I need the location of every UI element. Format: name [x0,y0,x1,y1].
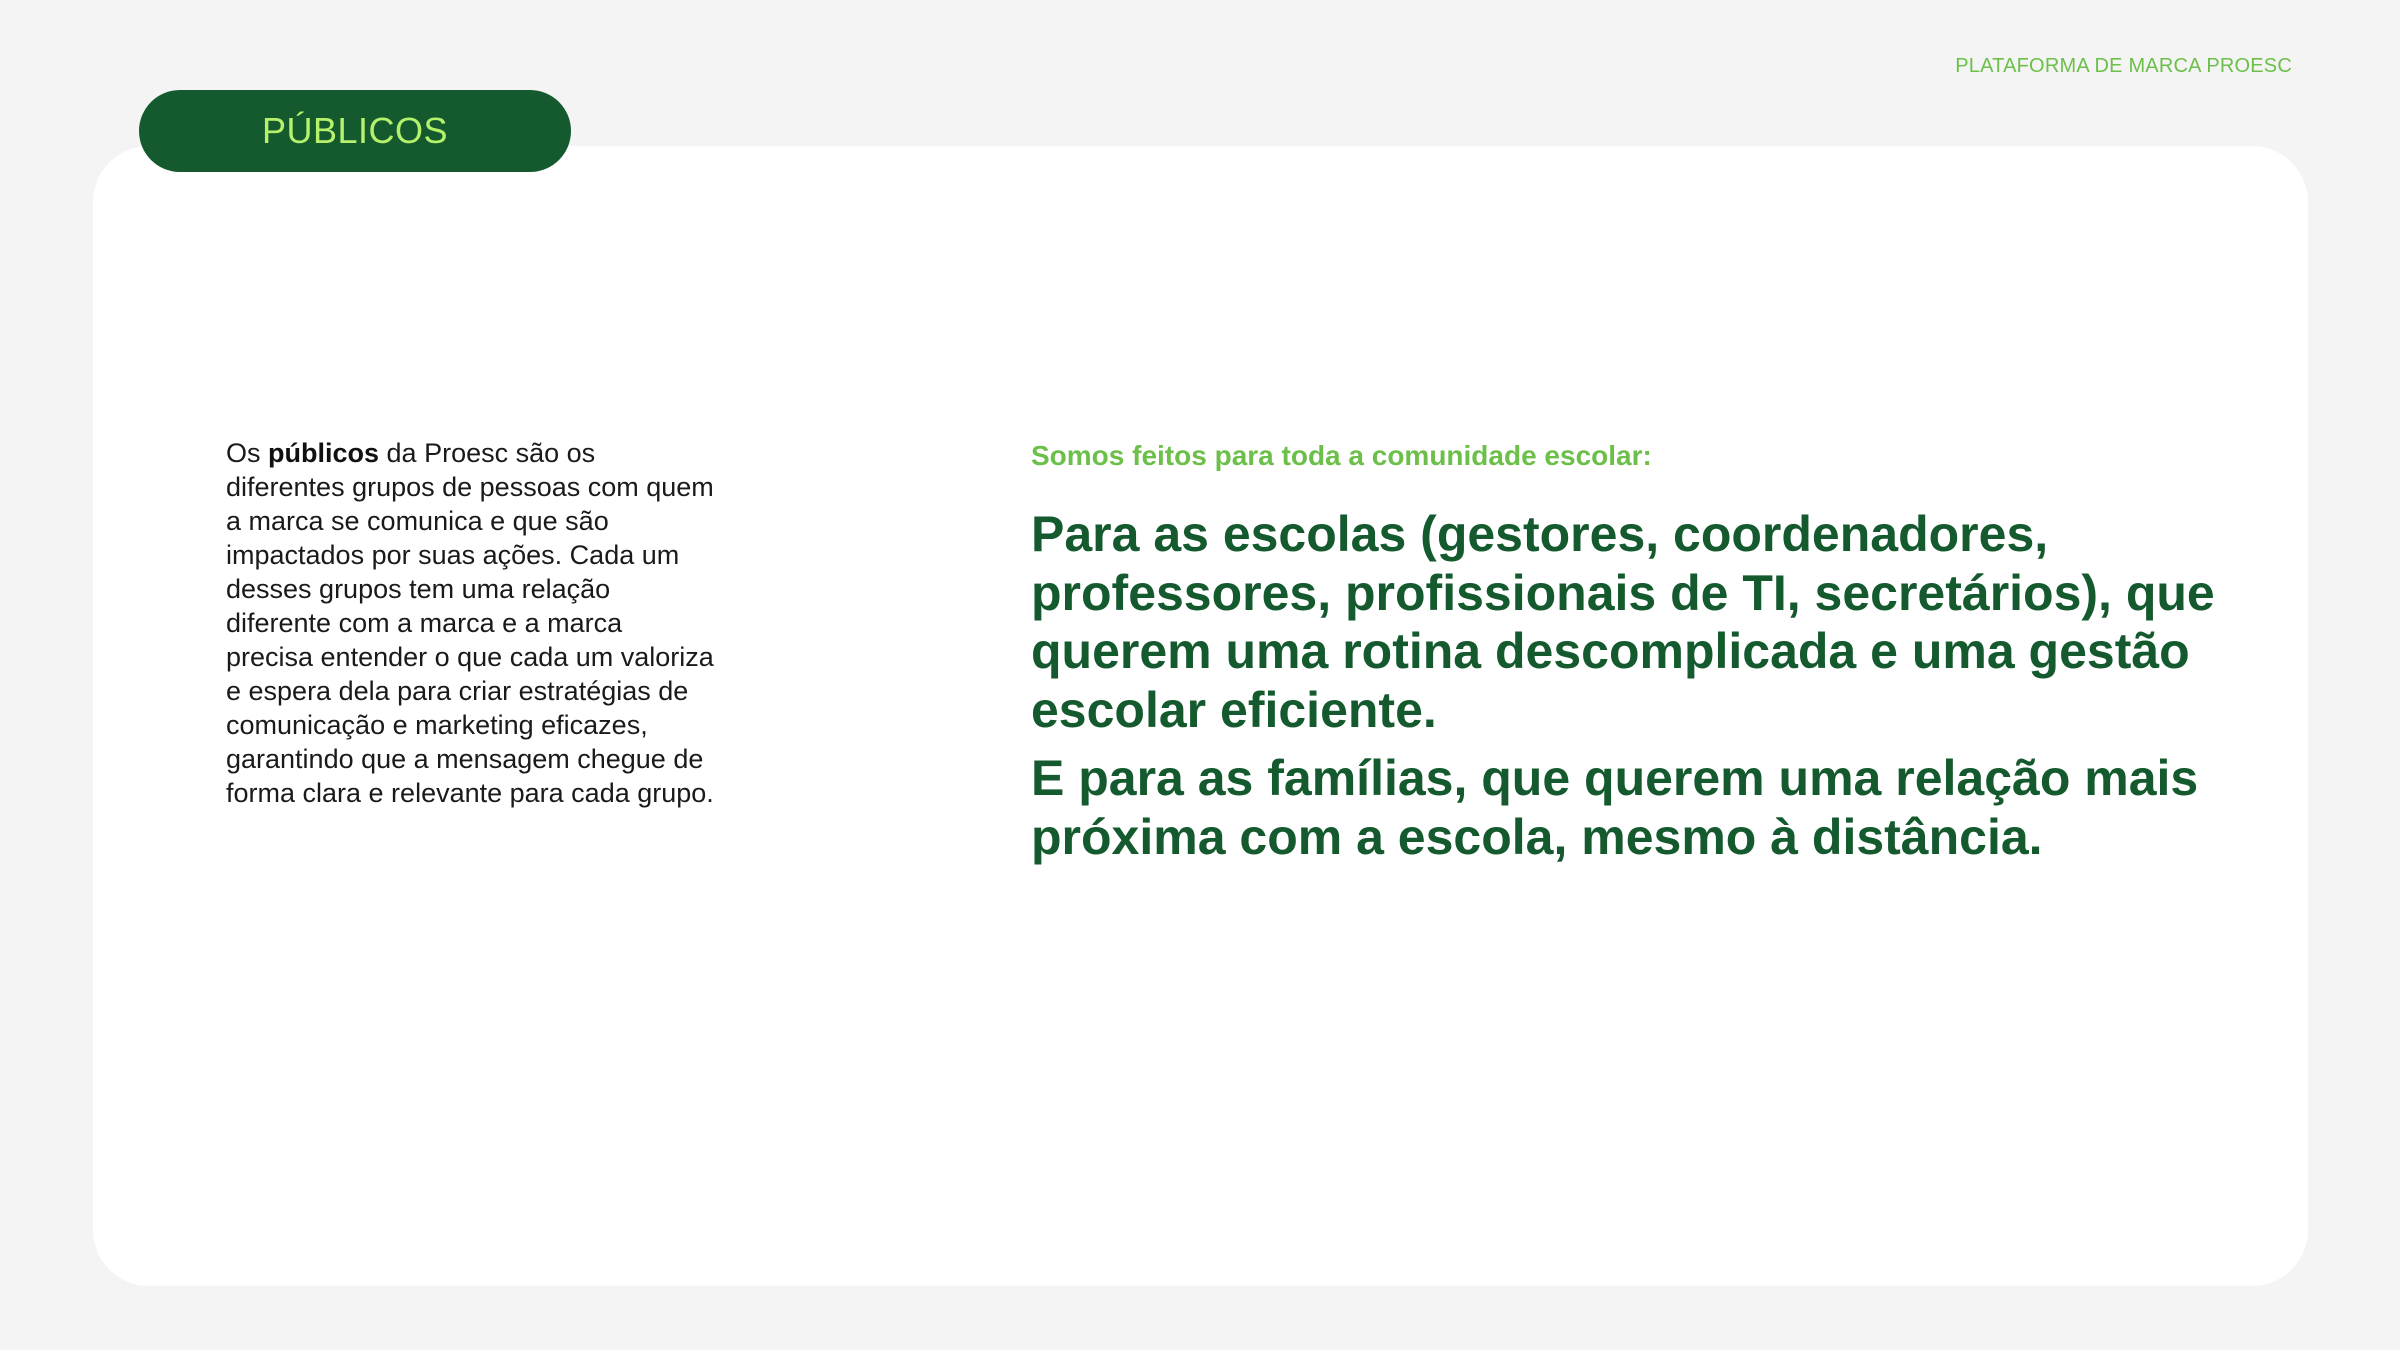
brand-label: PLATAFORMA DE MARCA PROESC [1955,55,2292,77]
lead-text: Somos feitos para toda a comunidade escolar: [1031,440,1652,471]
intro-paragraph [226,436,716,810]
intro-text-start: Os [226,438,269,468]
audience-statement [1031,505,2271,866]
section-title-pill [139,90,571,172]
intro-text-rest: da Proesc são os diferentes grupos de pessoas com quem a marca se comunica e que são impactados por suas ações. Cada um desses grupos tem uma relação diferente com a marca e a marca precisa entender o que cada um valoriza e espera dela para criar estratégias de comunicação e marketing eficazes, garantindo que a mensagem chegue de forma clara e relevante para cada grupo. [226,438,714,808]
schools-paragraph: Para as escolas (gestores, coordenadores, professores, profissionais de TI, secretários), que querem uma rotina descomplicada e uma gestão escolar eficiente. [1031,506,2215,738]
intro-bold-term: públicos [268,438,380,468]
families-paragraph: E para as famílias, que querem uma relação mais próxima com a escola, mesmo à distância. [1031,750,2199,865]
section-title: PÚBLICOS [261,110,449,151]
